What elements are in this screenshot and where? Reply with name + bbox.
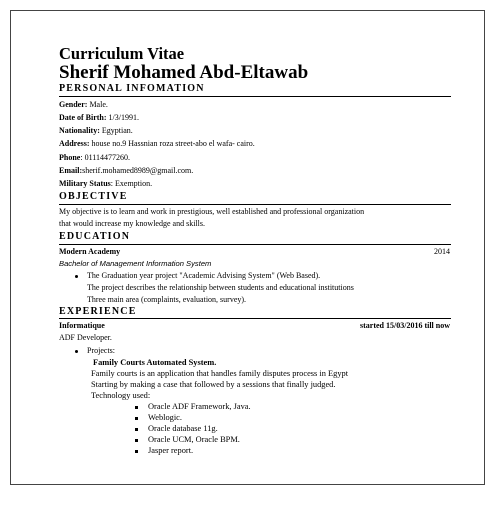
objective-line-1: My objective is to learn and work in prestigious, well established and professional organization bbox=[59, 207, 365, 216]
document-title: Curriculum Vitae bbox=[59, 44, 185, 63]
gender-value: Male. bbox=[89, 100, 108, 109]
tech-item bbox=[135, 424, 218, 433]
education-year: 2014 bbox=[434, 247, 450, 256]
experience-heading: EXPERIENCE bbox=[59, 306, 137, 317]
square-bullet-icon bbox=[135, 406, 138, 409]
project-desc-1: Family courts is an application that handles family disputes process in Egypt bbox=[91, 369, 349, 378]
objective-line-2: that would increase my knowledge and skills. bbox=[59, 219, 205, 228]
dob-value: 1/3/1991. bbox=[108, 113, 139, 122]
address-value: house no.9 Hassnian roza street-abo el wafa- cairo. bbox=[91, 139, 255, 148]
nationality-line bbox=[59, 126, 133, 135]
square-bullet-icon bbox=[135, 439, 138, 442]
school-name: Modern Academy bbox=[59, 247, 121, 256]
square-bullet-icon bbox=[135, 450, 138, 453]
education-bullet bbox=[75, 271, 320, 280]
phone-label: Phone bbox=[59, 153, 81, 162]
military-line bbox=[59, 179, 152, 188]
address-label: Address: bbox=[59, 139, 90, 148]
company-name: Informatique bbox=[59, 321, 105, 330]
project-line: The Graduation year project "Academic Advising System" (Web Based). bbox=[87, 271, 321, 280]
project-desc-2: Starting by making a case that followed by a sessions that finally judged. bbox=[91, 380, 336, 389]
tech-item-label: Jasper report. bbox=[148, 446, 194, 455]
tech-item bbox=[135, 435, 240, 444]
degree: Bachelor of Management Information System bbox=[59, 259, 212, 268]
person-name: Sherif Mohamed Abd-Eltawab bbox=[59, 62, 309, 83]
divider bbox=[59, 96, 451, 97]
tech-item-label: Weblogic. bbox=[148, 413, 182, 422]
tech-label: Technology used: bbox=[91, 391, 151, 400]
address-line bbox=[59, 139, 255, 148]
square-bullet-icon bbox=[135, 428, 138, 431]
tech-item-label: Oracle ADF Framework, Java. bbox=[148, 402, 251, 411]
bullet-icon bbox=[75, 275, 78, 278]
square-bullet-icon bbox=[135, 417, 138, 420]
military-label: Military Status bbox=[59, 179, 111, 188]
divider bbox=[59, 244, 451, 245]
tech-item bbox=[135, 446, 193, 455]
military-value: : Exemption. bbox=[110, 179, 153, 188]
email-value: sherif.mohamed8989@gmail.com. bbox=[82, 166, 194, 175]
email-line bbox=[59, 166, 193, 175]
projects-item bbox=[75, 346, 115, 355]
tech-item bbox=[135, 413, 182, 422]
objective-heading: OBJECTIVE bbox=[59, 191, 128, 202]
tech-item-label: Oracle UCM, Oracle BPM. bbox=[148, 435, 240, 444]
project-desc-2: Three main area (complaints, evaluation, survey). bbox=[87, 295, 247, 304]
project-desc-1: The project describes the relationship between students and educational institutions bbox=[87, 283, 354, 292]
gender-label: Gender: bbox=[59, 100, 88, 109]
phone-value: : 01114477260. bbox=[80, 153, 130, 162]
divider bbox=[59, 318, 451, 319]
bullet-icon bbox=[75, 350, 78, 353]
divider bbox=[59, 204, 451, 205]
gender-line bbox=[59, 100, 108, 109]
cv-page bbox=[10, 10, 485, 485]
nationality-label: Nationality: bbox=[59, 126, 100, 135]
job-role: ADF Developer. bbox=[59, 333, 112, 342]
personal-heading: PERSONAL INFOMATION bbox=[59, 83, 205, 94]
nationality-value: Egyptian. bbox=[101, 126, 133, 135]
phone-line bbox=[59, 153, 130, 162]
tech-item-label: Oracle database 11g. bbox=[148, 424, 218, 433]
projects-label: Projects: bbox=[87, 346, 115, 355]
project-title: Family Courts Automated System. bbox=[93, 358, 217, 367]
dob-label: Date of Birth: bbox=[59, 113, 107, 122]
dob-line bbox=[59, 113, 139, 122]
email-label: Email: bbox=[59, 166, 83, 175]
education-heading: EDUCATION bbox=[59, 231, 131, 242]
job-date: started 15/03/2016 till now bbox=[360, 321, 450, 330]
tech-item bbox=[135, 402, 251, 411]
